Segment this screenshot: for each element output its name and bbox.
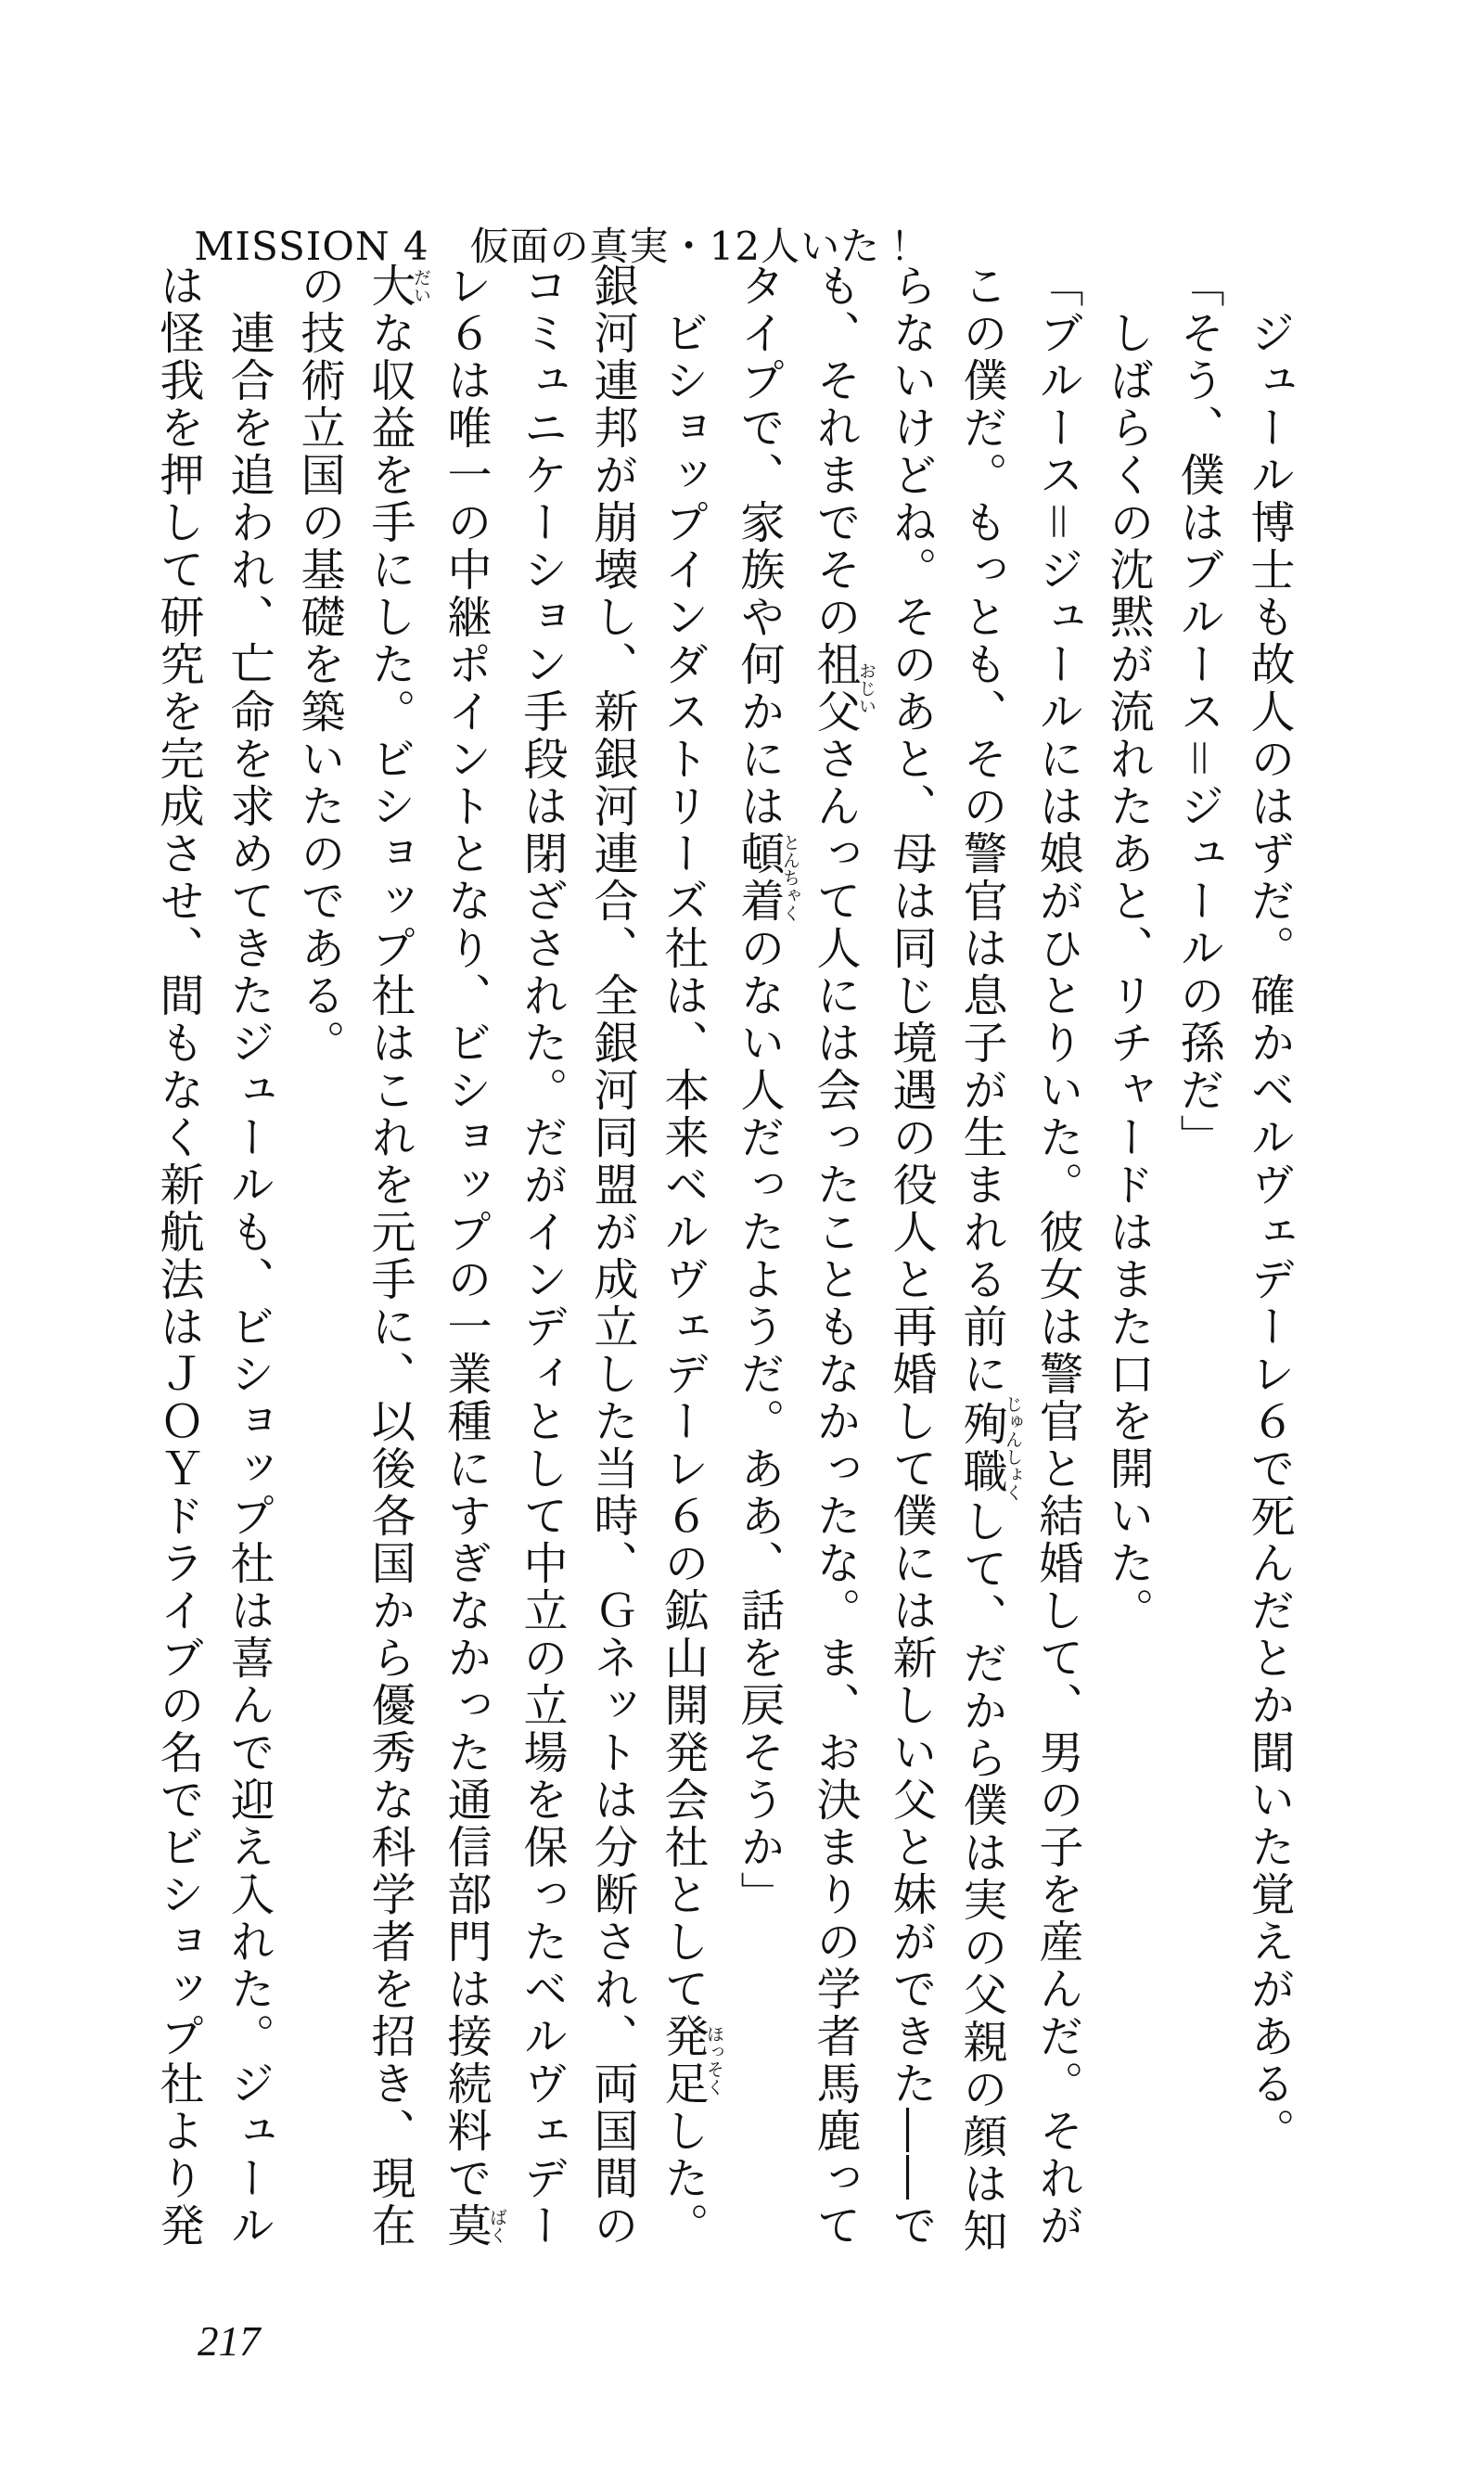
text-line: 大だいな収益を手にした。ビショップ社はこれを元手に、以後各国から優秀な科学者を招き、現在 — [364, 263, 431, 2250]
text-line: 銀河連邦が崩壊し、新銀河連合、全銀河同盟が成立した当時、Ｇネットは分断され、両国間の — [586, 263, 638, 2250]
text-line: しばらくの沈黙が流れたあと、リチャードはまた口を開いた。 — [1102, 310, 1154, 1635]
text-line: の技術立国の基礎を築いたのである。 — [293, 263, 345, 1067]
text-line: タイプで、家族や何かには頓着とんちゃくのない人だったようだ。ああ、話を戻そうか」 — [733, 263, 800, 1918]
page-number: 217 — [198, 2318, 261, 2365]
text-line: 「ブルース＝ジュールには娘がひとりいた。彼女は警官と結婚して、男の子を産んだ。それが — [1031, 263, 1083, 2250]
body-text — [143, 263, 1304, 2303]
ruby-annotated-word: 発足ほっそく — [657, 2013, 724, 2108]
text-line: ジュール博士も故人のはずだ。確かベルヴェデーレ６で死んだとか聞いた覚えがある。 — [1243, 310, 1295, 2155]
text-line: レ６は唯一の中継ポイントとなり、ビショップの一業種にすぎなかった通信部門は接続料で莫ばく — [440, 263, 507, 2250]
text-line: 連合を追われ、亡命を求めてきたジュールも、ビショップ社は喜んで迎え入れた。ジュール — [223, 310, 275, 2250]
ruby-annotated-word: 祖父おじい — [809, 641, 876, 736]
chapter-title: 仮面の真実・12人いた！ — [469, 224, 921, 269]
ruby-annotated-word: 莫ばく — [440, 2202, 507, 2250]
text-line: らないけどね。そのあと、母は同じ境遇の役人と再婚して僕には新しい父と妹ができた――で — [885, 263, 937, 2250]
mission-label: MISSION 4 — [194, 224, 429, 269]
text-line: ビショップインダストリーズ社は、本来ベルヴェデーレ６の鉱山開発会社として発足ほっそくした。 — [657, 310, 724, 2250]
ruby-annotated-word: 大だい — [364, 263, 431, 310]
text-line: コミュニケーション手段は閉ざされた。だがインディとして中立の立場を保ったベルヴェデー — [516, 263, 568, 2250]
ruby-annotated-word: 頓着とんちゃく — [733, 830, 800, 925]
text-line: は怪我を押して研究を完成させ、間もなく新航法はＪＯＹドライブの名でビショップ社より発 — [152, 263, 204, 2250]
text-line: この僕だ。もっとも、その警官は息子が生まれる前に殉職じゅんしょくして、だから僕は実の父親の顔は知 — [955, 263, 1023, 2255]
text-line: 「そう、僕はブルース＝ジュールの孫だ」 — [1172, 263, 1224, 1162]
text-line: も、それまでその祖父おじいさんって人には会ったこともなかったな。ま、お決まりの学者馬鹿って — [809, 263, 876, 2250]
ruby-annotated-word: 殉職じゅんしょく — [955, 1395, 1023, 1501]
